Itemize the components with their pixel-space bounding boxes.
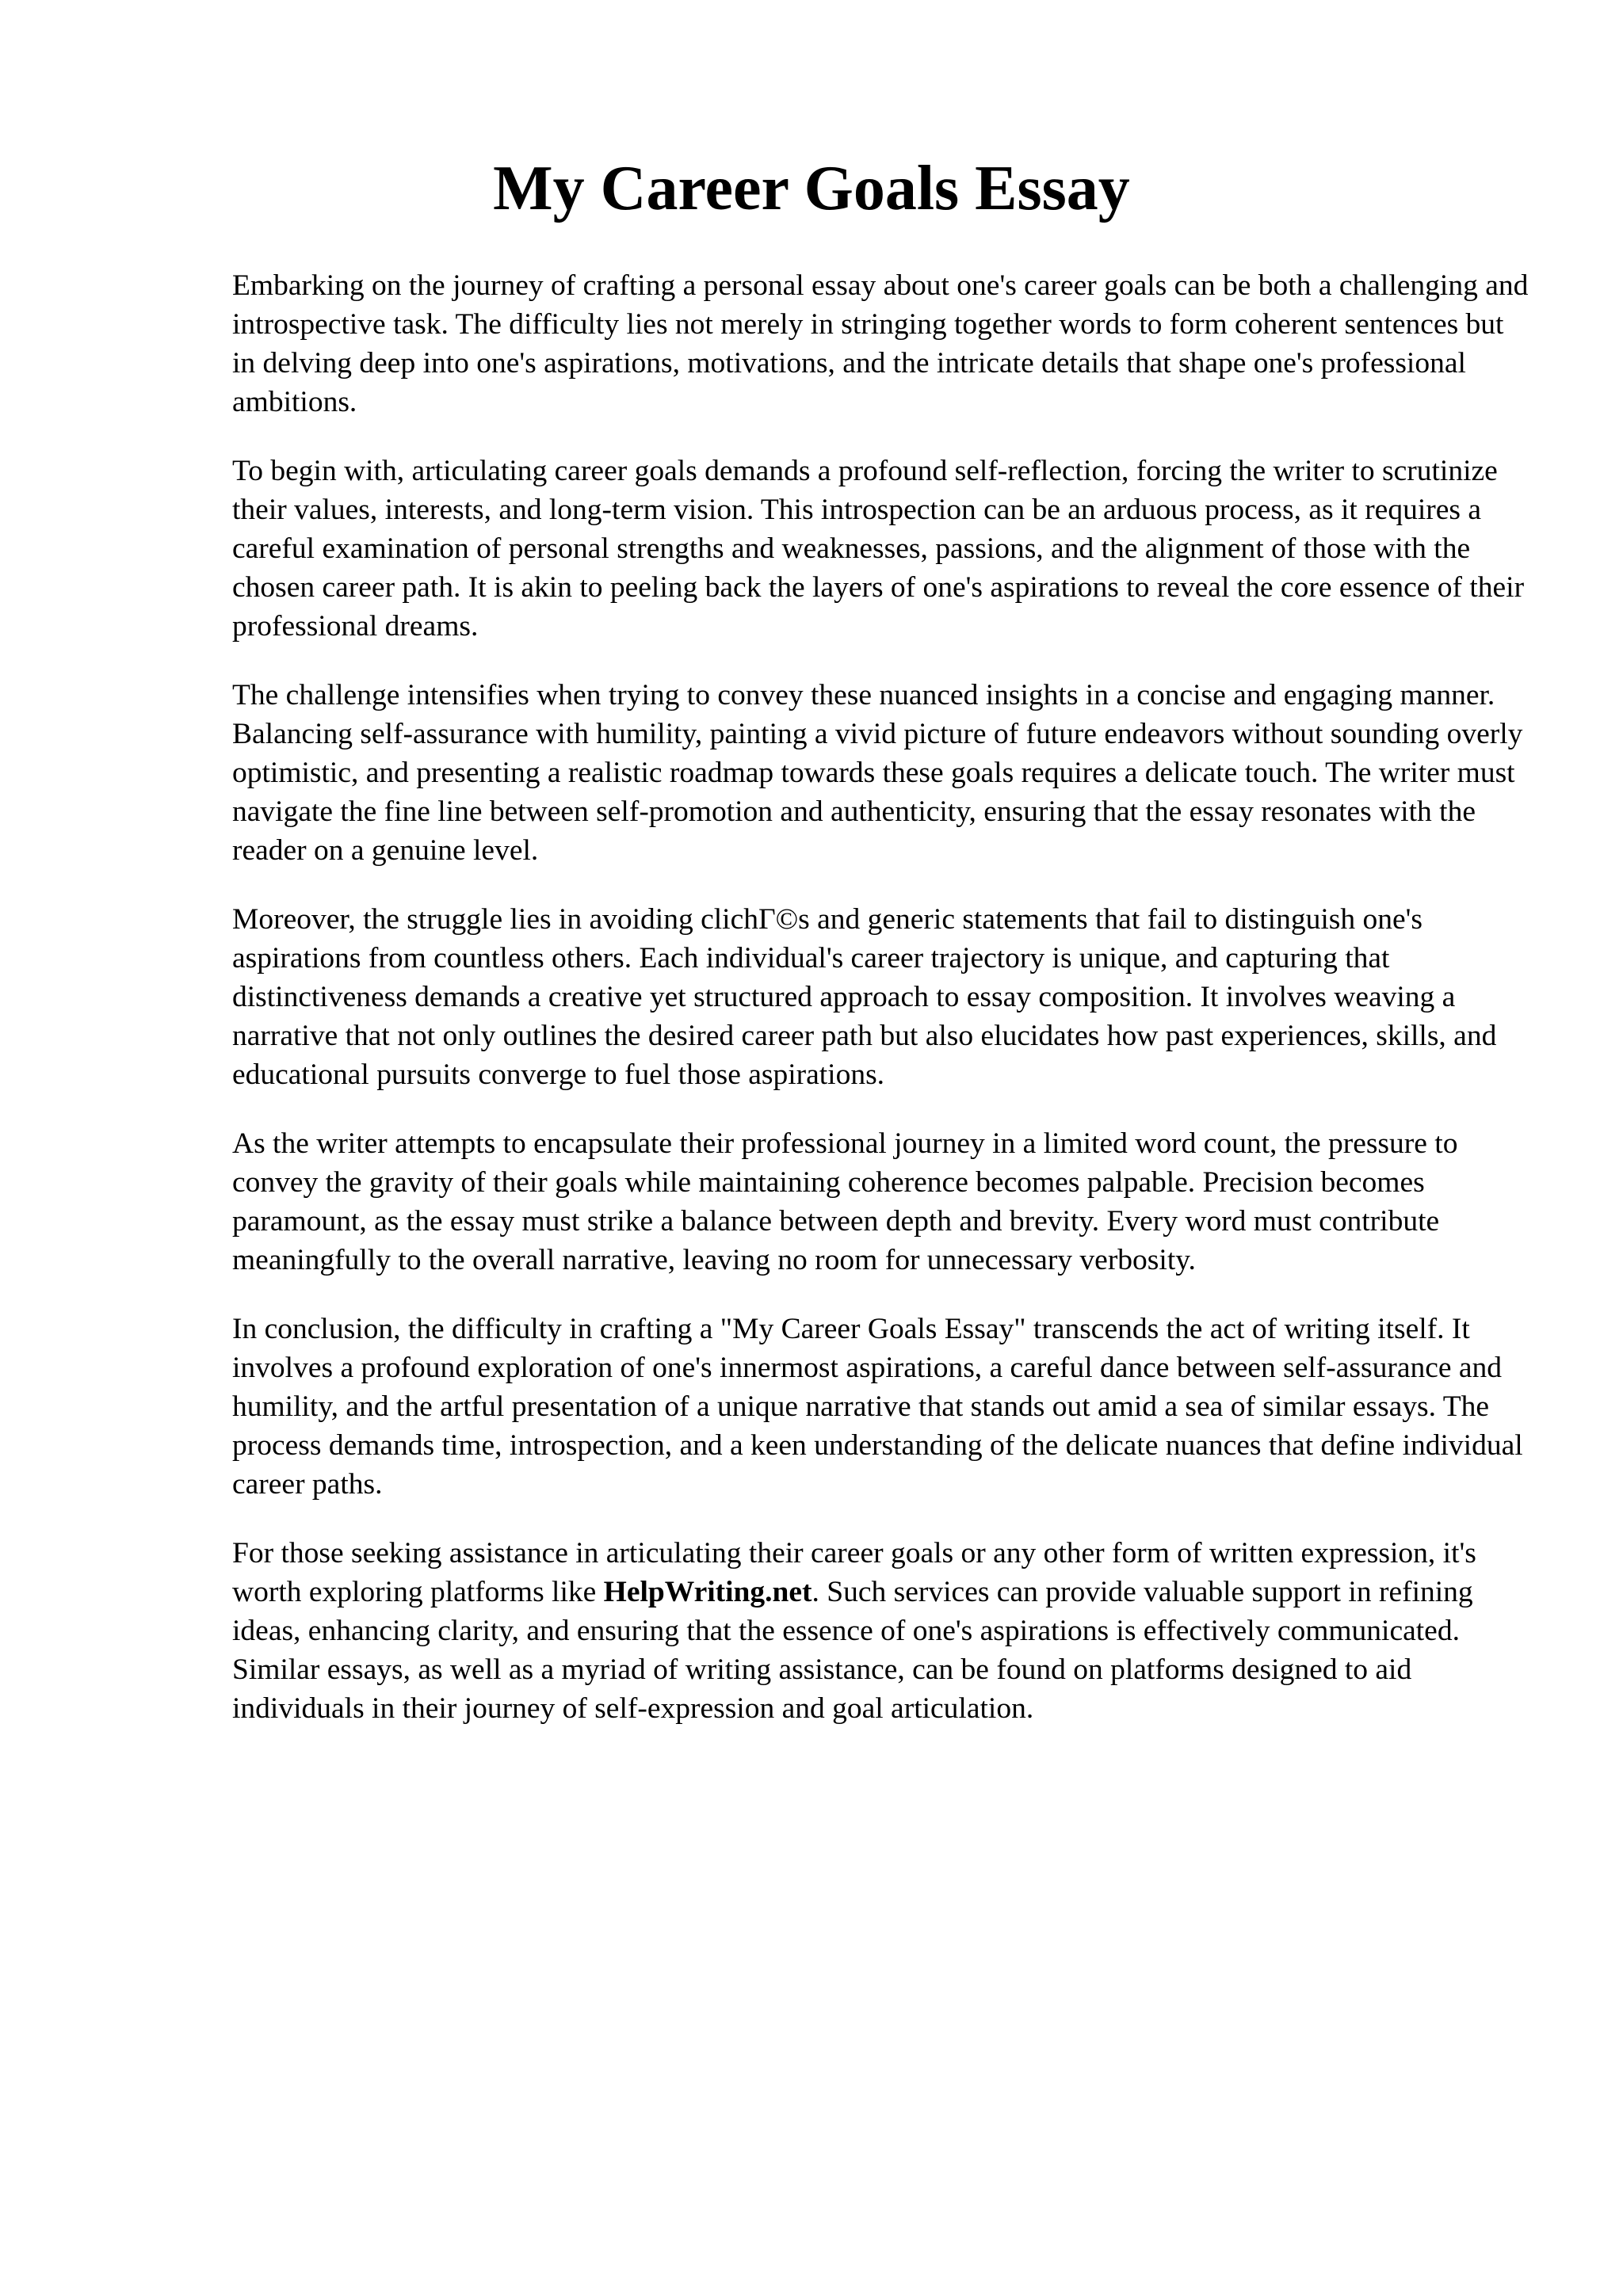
closing-text-before-link: For those seeking assistance in articulating their career goals or any other form of written expression, it's worth exploring platforms like [232,1537,1476,1608]
essay-body [232,266,1532,1758]
paragraph-intro: Embarking on the journey of crafting a personal essay about one's career goals can be both a challenging and introspective task. The difficulty lies not merely in stringing together words to form coherent sentences but in delving deep into one's aspirations, motivations, and the intricate details that shape one's professional ambitions. [232,269,1529,418]
paragraph-cliches: Moreover, the struggle lies in avoiding clichГ©s and generic statements that fail to distinguish one's aspirations from countless others. Each individual's career trajectory is unique, and capturing that distinctiveness demands a creative yet structured approach to essay composition. It involves weaving a narrative that not only outlines the desired career path but also elucidates how past experiences, skills, and educational pursuits converge to fuel those aspirations. [232,903,1497,1091]
paragraph-challenge: The challenge intensifies when trying to convey these nuanced insights in a concise and engaging manner. Balancing self-assurance with humility, painting a vivid picture of future endeavors without sounding overly optimistic, and presenting a realistic roadmap towards these goals requires a delicate touch. The writer must navigate the fine line between self-promotion and authenticity, ensuring that the essay resonates with the reader on a genuine level. [232,679,1523,867]
page-title: My Career Goals Essay [493,154,1130,223]
helpwriting-link[interactable]: HelpWriting.net [603,1576,812,1608]
paragraph-word-count: As the writer attempts to encapsulate their professional journey in a limited word count, the pressure to convey the gravity of their goals while maintaining coherence becomes palpable. Precision becomes paramount, as the essay must strike a balance between depth and brevity. Every word must contribute meaningfully to the overall narrative, leaving no room for unnecessary verbosity. [232,1127,1458,1276]
paragraph-conclusion: In conclusion, the difficulty in crafting a "My Career Goals Essay" transcends the act of writing itself. It involves a profound exploration of one's innermost aspirations, a careful dance between self-assurance and humility, and the artful presentation of a unique narrative that stands out amid a sea of similar essays. The process demands time, introspection, and a keen understanding of the delicate nuances that define individual career paths. [232,1313,1523,1501]
paragraph-self-reflection: To begin with, articulating career goals demands a profound self-reflection, forcing the writer to scrutinize their values, interests, and long-term vision. This introspection can be an arduous process, as it requires a careful examination of personal strengths and weaknesses, passions, and the alignment of those with the chosen career path. It is akin to peeling back the layers of one's aspirations to reveal the core essence of their professional dreams. [232,455,1525,643]
paragraph-closing [232,1534,1532,1728]
closing-text-after-link: . Such services can provide valuable support in refining ideas, enhancing clarity, and ensuring that the essence of one's aspirations is effectively communicated. Similar essays, as well as a myriad of writing assistance, can be found on platforms designed to aid individuals in their journey of self-expression and goal articulation. [232,1576,1473,1725]
